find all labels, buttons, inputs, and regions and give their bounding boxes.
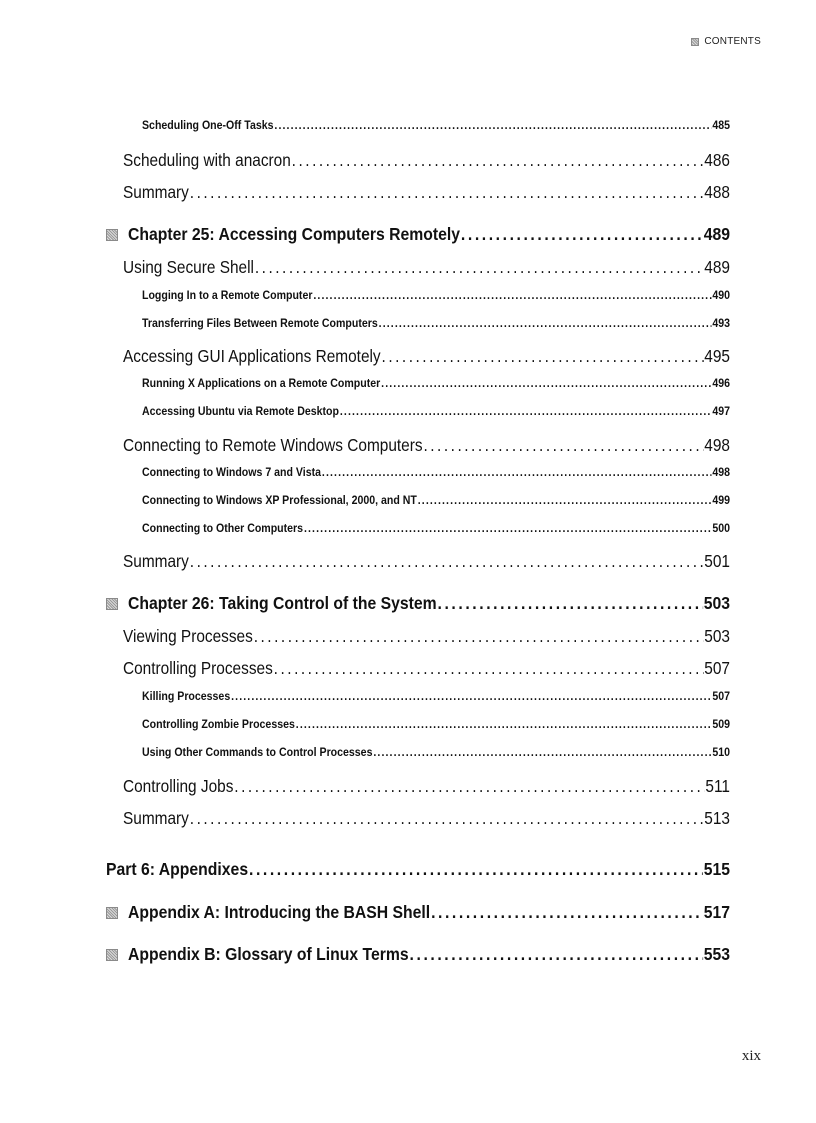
dot-leader	[231, 691, 711, 703]
toc-entry[interactable]	[142, 120, 730, 132]
dot-leader	[274, 120, 711, 132]
dot-leader	[322, 467, 712, 479]
toc-entry-page: 507	[704, 658, 730, 678]
chapter-marker-icon	[106, 229, 118, 241]
toc-entry[interactable]	[142, 290, 730, 302]
dot-leader	[255, 257, 704, 278]
toc-entry-title: Connecting to Other Computers	[142, 523, 304, 535]
dot-leader	[418, 495, 712, 507]
toc-entry-page: 497	[712, 406, 730, 418]
chapter-marker-icon	[106, 598, 118, 610]
toc-entry-page: 513	[704, 808, 730, 828]
dot-leader	[438, 593, 703, 614]
toc-entry[interactable]	[142, 747, 730, 759]
toc-entry[interactable]	[128, 593, 730, 614]
dot-leader	[274, 658, 704, 679]
toc-entry[interactable]	[123, 551, 730, 572]
toc-entry[interactable]	[123, 150, 730, 171]
toc-entry-page: 496	[712, 378, 730, 390]
toc-entry-title: Summary	[123, 808, 189, 828]
toc-entry-page: 511	[705, 776, 730, 796]
dot-leader	[381, 378, 711, 390]
toc-entry[interactable]	[123, 257, 730, 278]
toc-entry-title: Viewing Processes	[123, 626, 253, 646]
toc-entry[interactable]	[128, 944, 730, 965]
toc-entry-page: 498	[704, 435, 730, 455]
toc-entry-page: 509	[712, 719, 730, 731]
toc-entry-page: 489	[703, 224, 730, 244]
toc-entry-page: 490	[712, 290, 730, 302]
toc-entry-title: Accessing GUI Applications Remotely	[123, 346, 381, 366]
toc-entry-page: 553	[703, 944, 730, 964]
toc-entry-title: Summary	[123, 182, 189, 202]
toc-entry-title: Controlling Processes	[123, 658, 273, 678]
running-header-label: CONTENTS	[704, 36, 761, 47]
toc-entry-page: 498	[712, 467, 730, 479]
toc-entry-title: Connecting to Windows XP Professional, 2000, and NT	[142, 495, 417, 507]
toc-entry[interactable]	[142, 691, 730, 703]
toc-entry-page: 517	[703, 902, 730, 922]
toc-entry[interactable]	[142, 378, 730, 390]
toc-entry-title: Controlling Zombie Processes	[142, 719, 295, 731]
toc-entry[interactable]	[123, 776, 730, 797]
dot-leader	[296, 719, 712, 731]
toc-entry-page: 489	[704, 257, 730, 277]
toc-entry-title: Chapter 26: Taking Control of the System	[128, 593, 437, 613]
dot-leader	[313, 290, 711, 302]
toc-entry-title: Using Secure Shell	[123, 257, 254, 277]
toc-entry-title: Chapter 25: Accessing Computers Remotely	[128, 224, 461, 244]
toc-entry[interactable]	[106, 859, 730, 880]
dot-leader	[423, 435, 703, 456]
chapter-marker-icon	[106, 907, 118, 919]
toc-entry-page: 515	[703, 859, 730, 879]
dot-leader	[292, 150, 704, 171]
toc-entry-title: Part 6: Appendixes	[106, 859, 249, 879]
toc-entry-page: 485	[712, 120, 730, 132]
dot-leader	[431, 902, 703, 923]
dot-leader	[190, 808, 704, 829]
running-header	[691, 36, 761, 47]
dot-leader	[373, 747, 711, 759]
toc-entry-title: Controlling Jobs	[123, 776, 234, 796]
toc-entry[interactable]	[123, 346, 730, 367]
toc-entry-page: 510	[712, 747, 730, 759]
toc-entry-page: 503	[703, 593, 730, 613]
toc-entry[interactable]	[142, 719, 730, 731]
toc-entry-page: 503	[704, 626, 730, 646]
toc-entry[interactable]	[123, 808, 730, 829]
toc-entry-title: Killing Processes	[142, 691, 231, 703]
toc-entry-page: 499	[712, 495, 730, 507]
toc-entry-page: 495	[704, 346, 730, 366]
dot-leader	[249, 859, 703, 880]
toc-entry[interactable]	[123, 658, 730, 679]
toc-entry-title: Running X Applications on a Remote Computer	[142, 378, 381, 390]
toc-entry-page: 488	[704, 182, 730, 202]
dot-leader	[410, 944, 703, 965]
dot-leader	[304, 523, 711, 535]
toc-entry[interactable]	[142, 495, 730, 507]
toc-entry[interactable]	[123, 435, 730, 456]
toc-entry[interactable]	[142, 467, 730, 479]
chapter-marker-icon	[106, 949, 118, 961]
toc-entry-title: Scheduling One-Off Tasks	[142, 120, 274, 132]
toc-entry-page: 493	[712, 318, 730, 330]
toc-entry-page: 501	[704, 551, 730, 571]
dot-leader	[234, 776, 704, 797]
dot-leader	[190, 182, 704, 203]
toc-entry-page: 486	[704, 150, 730, 170]
toc-entry-title: Appendix B: Glossary of Linux Terms	[128, 944, 409, 964]
dot-leader	[382, 346, 704, 367]
dot-leader	[340, 406, 712, 418]
toc-entry[interactable]	[128, 902, 730, 923]
toc-entry-title: Accessing Ubuntu via Remote Desktop	[142, 406, 339, 418]
toc-entry-title: Using Other Commands to Control Processes	[142, 747, 373, 759]
toc-entry[interactable]	[128, 224, 730, 245]
toc-entry[interactable]	[142, 318, 730, 330]
toc-entry[interactable]	[123, 182, 730, 203]
toc-entry-title: Logging In to a Remote Computer	[142, 290, 313, 302]
dot-leader	[190, 551, 704, 572]
toc-entry[interactable]	[123, 626, 730, 647]
toc-entry-title: Summary	[123, 551, 189, 571]
toc-entry-title: Transferring Files Between Remote Computers	[142, 318, 378, 330]
toc-entry-title: Connecting to Windows 7 and Vista	[142, 467, 321, 479]
toc-entry-title: Appendix A: Introducing the BASH Shell	[128, 902, 431, 922]
toc-entry[interactable]	[142, 406, 730, 418]
toc-entry[interactable]	[142, 523, 730, 535]
toc-entry-title: Scheduling with anacron	[123, 150, 291, 170]
dot-leader	[461, 224, 703, 245]
toc-entry-page: 507	[712, 691, 730, 703]
section-marker-icon	[691, 38, 699, 46]
dot-leader	[254, 626, 704, 647]
toc-entry-page: 500	[712, 523, 730, 535]
toc-entry-title: Connecting to Remote Windows Computers	[123, 435, 423, 455]
dot-leader	[379, 318, 712, 330]
page-number: xix	[741, 1048, 761, 1064]
